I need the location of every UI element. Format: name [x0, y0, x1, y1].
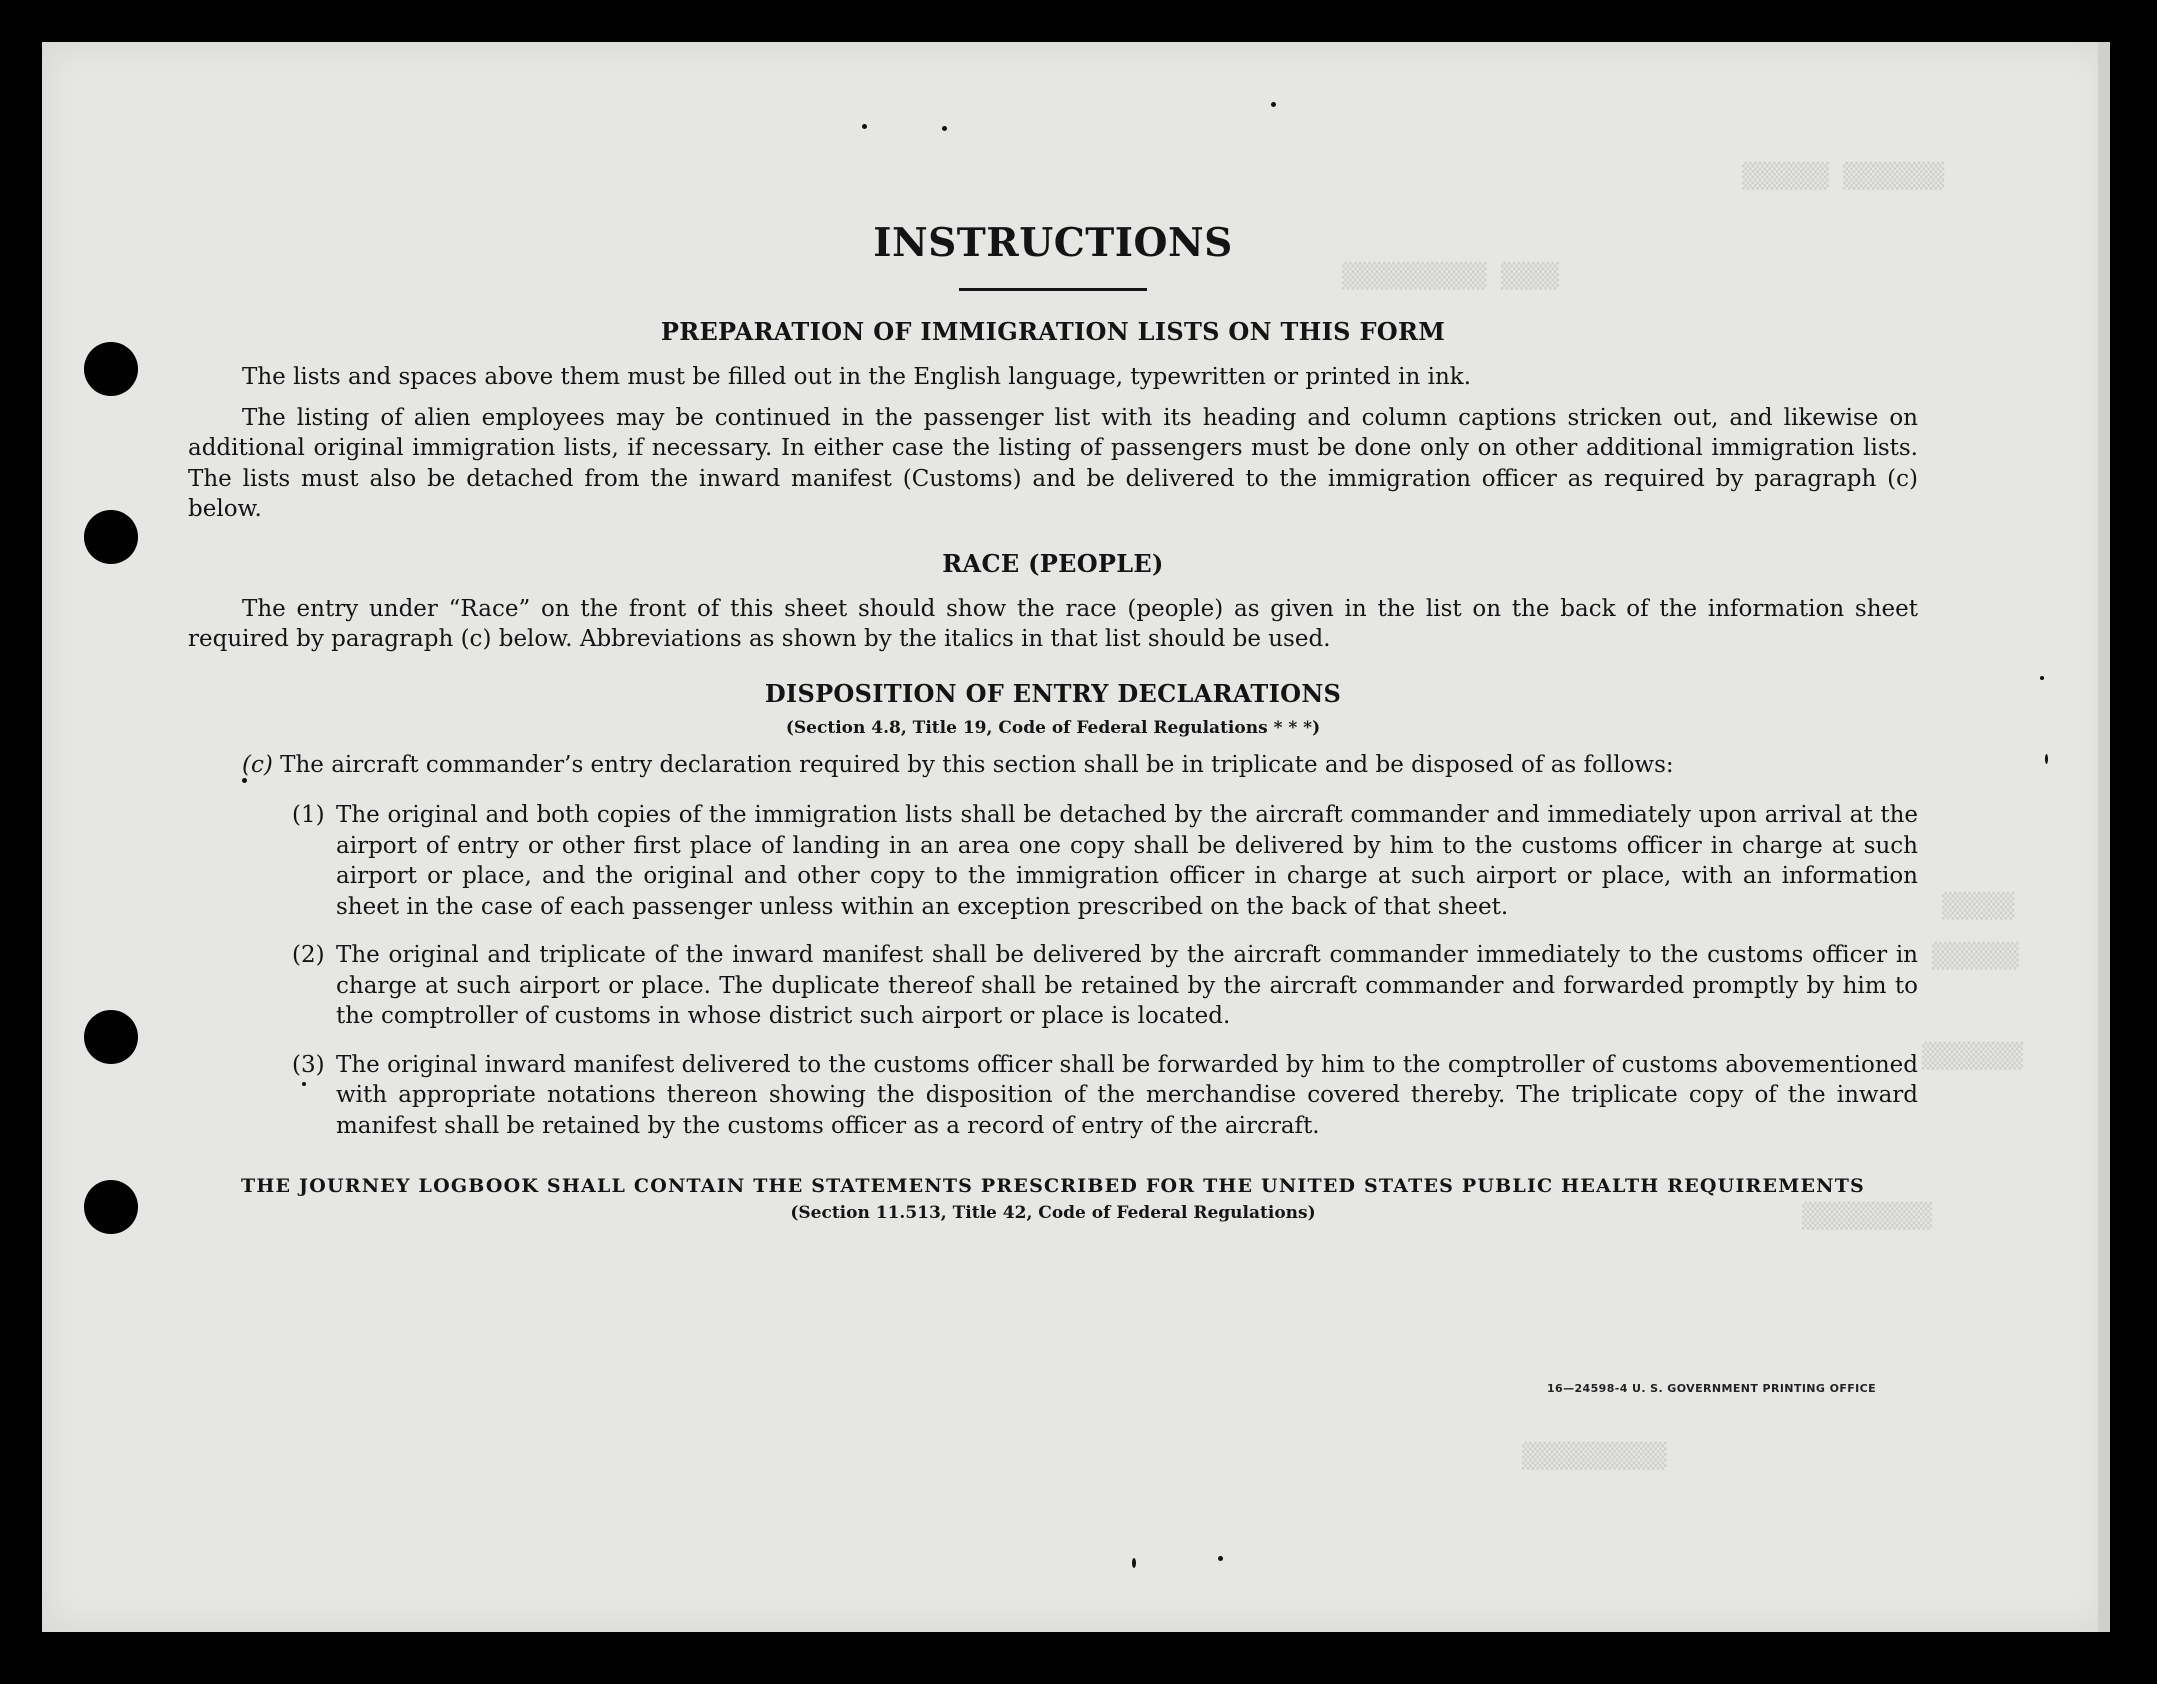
- speck: [1132, 1558, 1136, 1568]
- paragraph-label: (c): [242, 751, 273, 778]
- section-heading: RACE (PEOPLE): [942, 548, 1164, 578]
- list-item: [292, 1050, 1918, 1142]
- speck: [2045, 754, 2048, 764]
- intro-text: The aircraft commander’s entry declaration required by this section shall be in triplicate and be disposed of as follows:: [280, 751, 1674, 778]
- footer-citation: (Section 11.513, Title 42, Code of Federal Regulations): [790, 1203, 1316, 1223]
- speck: [942, 126, 947, 131]
- item-text: The original inward manifest delivered to the customs officer shall be forwarded by him to the comptroller of customs abovementioned with appropriate notations thereon showing the disposition of the merchandise covered thereby. The triplicate copy of the inward manifest shall be retained by the customs officer as a record of entry of the aircraft.: [336, 1051, 1918, 1139]
- footer-statement: THE JOURNEY LOGBOOK SHALL CONTAIN THE STATEMENTS PRESCRIBED FOR THE UNITED STATES PUBLIC HEALTH REQUIREMENTS: [241, 1175, 1865, 1197]
- title-underline: [959, 288, 1147, 291]
- item-number: (2): [292, 942, 325, 968]
- item-number: (3): [292, 1051, 325, 1078]
- list-item: [292, 940, 1918, 1032]
- punch-hole: [84, 342, 138, 396]
- punch-hole: [84, 1010, 138, 1064]
- intro-paragraph: [242, 750, 1918, 781]
- section-citation: (Section 4.8, Title 19, Code of Federal Regulations * * *): [785, 717, 1321, 738]
- document-sheet: ▒▒▒▒▒▒▒ ▒▒▒▒▒▒ ▒▒▒▒ ▒▒▒▒▒▒▒▒▒▒ ▒▒▒▒▒ ▒▒▒▒▒▒ ▒▒▒▒▒▒▒ ▒▒▒▒▒▒▒▒▒ ▒▒▒▒▒▒▒▒▒▒ 16—24598-4 U. S. GOVERNMENT PRINTING OFFICE: [42, 42, 2110, 1632]
- list-item: [292, 800, 1918, 922]
- section-heading: PREPARATION OF IMMIGRATION LISTS ON THIS FORM: [660, 317, 1446, 346]
- section-preparation: [188, 317, 1918, 525]
- speck: [2040, 676, 2044, 680]
- section-heading: DISPOSITION OF ENTRY DECLARATIONS: [764, 678, 1342, 708]
- item-text: The original and both copies of the immigration lists shall be detached by the aircraft commander and immediately upon arrival at the airport of entry or other first place of landing in an area one copy shall be delivered by him to the customs officer in charge at such airport or place, and the original and other copy to the immigration officer in charge at such airport or place, with an information sheet in the case of each passenger unless within an exception prescribed on the back of that sheet.: [336, 802, 1918, 920]
- page-title: INSTRUCTIONS: [873, 220, 1233, 266]
- punch-hole: [84, 1180, 138, 1234]
- printer-mark: 16—24598-4 U. S. GOVERNMENT PRINTING OFFICE: [1547, 1382, 1877, 1395]
- speck: [862, 124, 867, 129]
- punch-hole: [84, 510, 138, 564]
- speck: [1271, 102, 1276, 107]
- paragraph: The lists and spaces above them must be filled out in the English language, typewritten or printed in ink.: [242, 364, 1472, 390]
- speck: [1218, 1556, 1223, 1561]
- item-number: (1): [292, 802, 325, 828]
- section-race: [188, 549, 1918, 655]
- sheet-edge: [2098, 42, 2110, 1632]
- paragraph: The entry under “Race” on the front of this sheet should show the race (people) as given in the list on the back of the information sheet required by paragraph (c) below. Abbreviations as shown by the italics in that list should be used.: [188, 595, 1918, 652]
- paragraph: The listing of alien employees may be continued in the passenger list with its heading and column captions stricken out, and likewise on additional original immigration lists, if necessary. In either case the listing of passengers must be done only on other additional immigration lists. The lists must also be detached from the inward manifest (Customs) and be delivered to the immigration officer as required by paragraph (c) below.: [188, 404, 1918, 522]
- instructions-content: [188, 220, 1918, 1223]
- item-text: The original and triplicate of the inward manifest shall be delivered by the aircraft commander immediately to the customs officer in charge at such airport or place. The duplicate thereof shall be retained by the aircraft commander and forwarded promptly by him to the comptroller of customs in whose district such airport or place is located.: [336, 942, 1918, 1029]
- section-disposition: [188, 679, 1918, 1142]
